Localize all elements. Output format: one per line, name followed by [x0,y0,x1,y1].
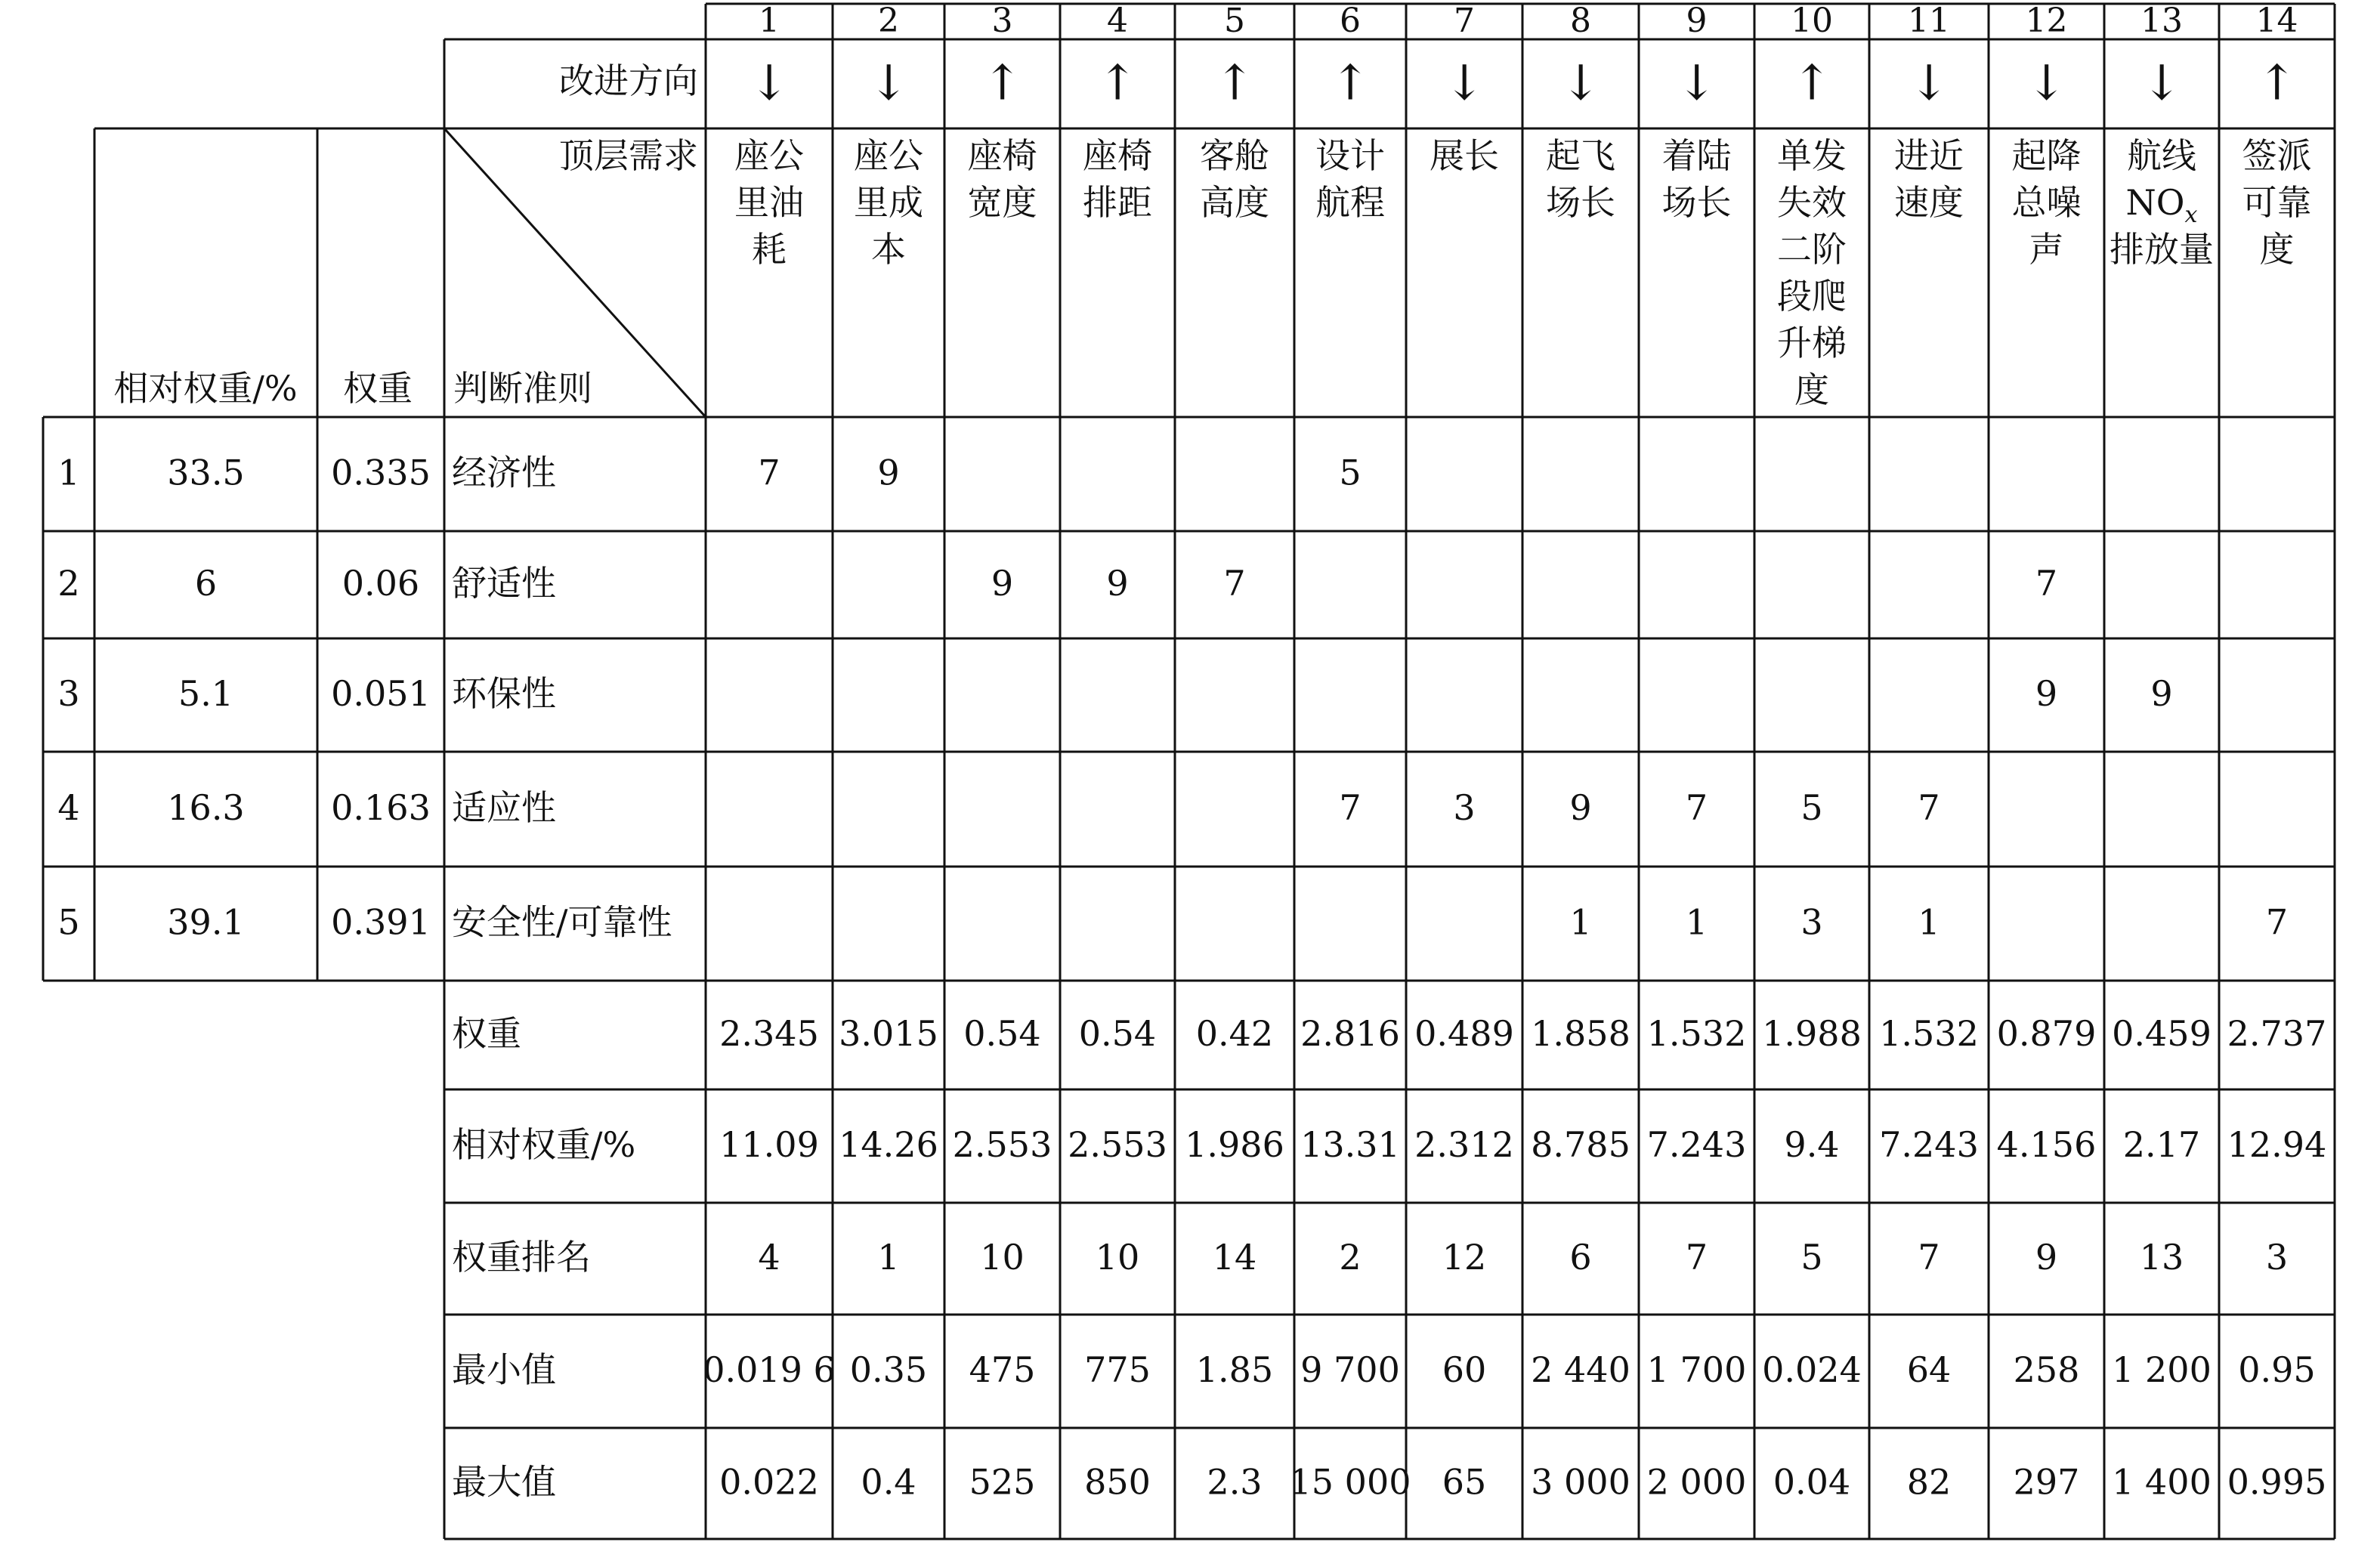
column-name-line: 座椅 [967,135,1037,176]
column-name-line: 排放量 [2110,229,2214,270]
column-name-line: 总噪 [2011,182,2082,223]
summary-value: 2 440 [1531,1349,1630,1390]
criteria-rel-weight: 33.5 [167,452,245,493]
column-name-line: 座公 [734,135,804,176]
summary-value: 1.988 [1762,1013,1862,1054]
summary-value: 1.858 [1531,1013,1630,1054]
summary-label: 权重排名 [452,1237,591,1278]
relation-score: 9 [1569,787,1592,828]
column-number: 13 [2140,2,2183,40]
summary-value: 0.95 [2238,1349,2316,1390]
column-number: 10 [1791,2,1833,40]
summary-value: 4.156 [1996,1124,2097,1165]
summary-value: 0.35 [849,1349,928,1390]
column-name-line: 度 [1794,369,1829,410]
column-name-line: $NO_x$ [2125,182,2198,228]
summary-value: 0.4 [861,1461,916,1503]
column-name-line: 进近 [1894,135,1964,176]
column-number: 8 [1570,2,1591,40]
column-name-line: 里油 [734,182,804,223]
summary-value: 3 [2265,1237,2289,1278]
summary-value: 0.04 [1773,1461,1851,1503]
column-name-subscript: x [2184,202,2198,228]
relation-score: 7 [1223,563,1246,604]
up-arrow-icon: ↑ [1791,55,1832,112]
column-name-line: 客舱 [1200,135,1269,176]
relation-score: 7 [1918,787,1940,828]
summary-value: 0.459 [2112,1013,2212,1054]
relation-score: 9 [2035,673,2058,714]
summary-value: 14.26 [839,1124,938,1165]
summary-value: 9 700 [1300,1349,1400,1390]
down-arrow-icon: ↓ [868,55,909,112]
direction-label: 改进方向 [559,60,698,101]
column-number: 11 [1908,2,1950,40]
summary-value: 2.3 [1207,1461,1263,1503]
summary-value: 0.022 [719,1461,819,1503]
summary-value: 9.4 [1784,1124,1840,1165]
column-name-line: 航线 [2127,135,2196,176]
column-name-line: 单发 [1777,135,1847,176]
relation-score: 7 [1685,787,1708,828]
summary-value: 0.019 6 [703,1349,836,1390]
summary-value: 0.489 [1414,1013,1514,1054]
criteria-weight: 0.06 [342,563,420,604]
summary-value: 0.54 [963,1013,1041,1054]
column-number: 5 [1224,2,1245,40]
summary-label: 权重 [452,1013,521,1054]
criteria-rel-weight: 5.1 [178,673,234,714]
summary-value: 525 [969,1461,1036,1503]
column-name-line: 场长 [1661,182,1732,223]
summary-value: 1.85 [1195,1349,1274,1390]
summary-value: 4 [758,1237,780,1278]
summary-value: 11.09 [719,1124,819,1165]
column-name-line: 本 [871,229,906,270]
criteria-row-number: 2 [57,563,80,604]
relation-score: 5 [1800,787,1823,828]
summary-value: 8.785 [1531,1124,1630,1165]
column-name-line: 二阶 [1777,229,1847,270]
criteria-weight: 0.051 [331,673,431,714]
relation-score: 7 [2035,563,2058,604]
summary-value: 2.553 [1068,1124,1167,1165]
corner-bottom-label: 判断准则 [453,368,592,409]
column-name-line: 座公 [854,135,923,176]
down-arrow-icon: ↓ [1444,55,1485,112]
summary-value: 15 000 [1289,1461,1411,1503]
relation-score: 7 [2265,901,2289,943]
summary-value: 3 000 [1531,1461,1630,1503]
summary-value: 12.94 [2227,1124,2327,1165]
summary-value: 775 [1084,1349,1151,1390]
summary-value: 258 [2013,1349,2080,1390]
summary-value: 2 000 [1646,1461,1747,1503]
column-name-line: 度 [2259,229,2295,270]
criteria-rel-weight: 16.3 [167,787,245,828]
up-arrow-icon: ↑ [1330,55,1371,112]
column-name-line: 耗 [752,229,787,270]
summary-value: 65 [1442,1461,1487,1503]
criteria-weight: 0.335 [331,452,431,493]
column-name-line: 升梯 [1777,323,1847,363]
criteria-name: 环保性 [452,673,556,714]
relation-score: 9 [991,563,1014,604]
relation-score: 7 [758,452,780,493]
summary-label: 最大值 [452,1461,556,1503]
criteria-row-number: 1 [57,452,80,493]
up-arrow-icon: ↑ [1097,55,1138,112]
relation-score: 9 [2150,673,2173,714]
relation-score: 3 [1453,787,1476,828]
column-name-line: 场长 [1546,182,1615,223]
criteria-row-number: 5 [57,901,80,943]
relation-score: 7 [1339,787,1362,828]
criteria-row-number: 3 [57,673,80,714]
summary-value: 1.532 [1646,1013,1747,1054]
summary-value: 6 [1569,1237,1592,1278]
summary-value: 0.42 [1195,1013,1274,1054]
column-number: 12 [2025,2,2068,40]
down-arrow-icon: ↓ [1676,55,1717,112]
summary-value: 10 [1095,1237,1140,1278]
summary-value: 64 [1906,1349,1952,1390]
summary-value: 60 [1442,1349,1487,1390]
summary-value: 2.553 [952,1124,1052,1165]
summary-value: 2.312 [1414,1124,1514,1165]
column-name-line: 起飞 [1546,135,1615,176]
relation-score: 1 [1918,901,1940,943]
column-name-line: 段爬 [1777,276,1847,317]
column-name-line: 可靠 [2242,182,2312,223]
relation-score: 1 [1569,901,1592,943]
column-number: 6 [1340,2,1361,40]
column-number: 1 [759,2,780,40]
summary-value: 9 [2035,1237,2058,1278]
down-arrow-icon: ↓ [1909,55,1949,112]
column-name-line: 展长 [1430,135,1499,176]
rel-weight-header: 相对权重/% [113,368,298,409]
summary-value: 82 [1906,1461,1952,1503]
criteria-weight: 0.391 [331,901,431,943]
summary-value: 297 [2013,1461,2080,1503]
column-name-line: 排距 [1083,182,1152,223]
up-arrow-icon: ↑ [981,55,1023,112]
down-arrow-icon: ↓ [2026,55,2067,112]
column-name-line: 宽度 [967,182,1037,223]
criteria-name: 经济性 [452,452,556,493]
relation-score: 5 [1339,452,1362,493]
down-arrow-icon: ↓ [1560,55,1601,112]
relation-score: 3 [1800,901,1823,943]
summary-value: 475 [969,1349,1036,1390]
summary-value: 13 [2139,1237,2184,1278]
summary-value: 0.54 [1078,1013,1157,1054]
criteria-name: 舒适性 [452,563,556,604]
column-name-line: 着陆 [1661,135,1732,176]
summary-value: 2.345 [719,1013,819,1054]
summary-value: 7 [1918,1237,1940,1278]
criteria-weight: 0.163 [331,787,431,828]
column-name-line: 签派 [2242,135,2312,176]
corner-top-label: 顶层需求 [559,135,698,176]
summary-value: 0.879 [1996,1013,2097,1054]
summary-label: 相对权重/% [452,1124,636,1165]
summary-value: 7.243 [1646,1124,1747,1165]
summary-value: 12 [1442,1237,1487,1278]
column-number: 3 [991,2,1013,40]
summary-value: 2.737 [2227,1013,2327,1054]
column-name-line: 高度 [1200,182,1269,223]
up-arrow-icon: ↑ [2256,55,2298,112]
criteria-row-number: 4 [57,787,80,828]
summary-value: 1.532 [1879,1013,1979,1054]
summary-value: 1 200 [2112,1349,2212,1390]
criteria-rel-weight: 6 [194,563,218,604]
summary-value: 13.31 [1300,1124,1400,1165]
criteria-name: 适应性 [452,787,556,828]
summary-value: 1 [877,1237,900,1278]
relation-score: 9 [877,452,900,493]
summary-value: 2.17 [2122,1124,2201,1165]
relation-score: 1 [1685,901,1708,943]
relation-score: 9 [1106,563,1129,604]
column-name-line: 失效 [1777,182,1847,223]
up-arrow-icon: ↑ [1214,55,1255,112]
criteria-name: 安全性/可靠性 [452,901,672,943]
summary-value: 0.024 [1762,1349,1862,1390]
summary-label: 最小值 [452,1349,556,1390]
summary-value: 850 [1084,1461,1151,1503]
summary-value: 7 [1685,1237,1708,1278]
summary-value: 14 [1212,1237,1257,1278]
summary-value: 0.995 [2227,1461,2327,1503]
column-number: 9 [1686,2,1708,40]
down-arrow-icon: ↓ [2141,55,2182,112]
summary-value: 2 [1339,1237,1362,1278]
column-number: 2 [878,2,899,40]
weight-header: 权重 [343,368,413,409]
column-number: 4 [1107,2,1128,40]
down-arrow-icon: ↓ [749,55,790,112]
summary-value: 7.243 [1879,1124,1979,1165]
column-number: 14 [2255,2,2298,40]
criteria-rel-weight: 39.1 [167,901,245,943]
column-name-line: 速度 [1894,182,1964,223]
column-number: 7 [1454,2,1475,40]
summary-value: 3.015 [839,1013,938,1054]
summary-value: 5 [1800,1237,1823,1278]
column-name-line: 里成 [854,182,923,223]
column-name-line: 设计 [1315,135,1385,176]
summary-value: 10 [980,1237,1025,1278]
column-name-line: 声 [2029,229,2064,270]
summary-value: 1 400 [2112,1461,2212,1503]
column-name-line: 航程 [1315,182,1385,223]
summary-value: 1 700 [1646,1349,1747,1390]
column-name-line: 起降 [2011,135,2082,176]
summary-value: 1.986 [1185,1124,1284,1165]
summary-value: 2.816 [1300,1013,1400,1054]
column-name-line: 座椅 [1083,135,1152,176]
